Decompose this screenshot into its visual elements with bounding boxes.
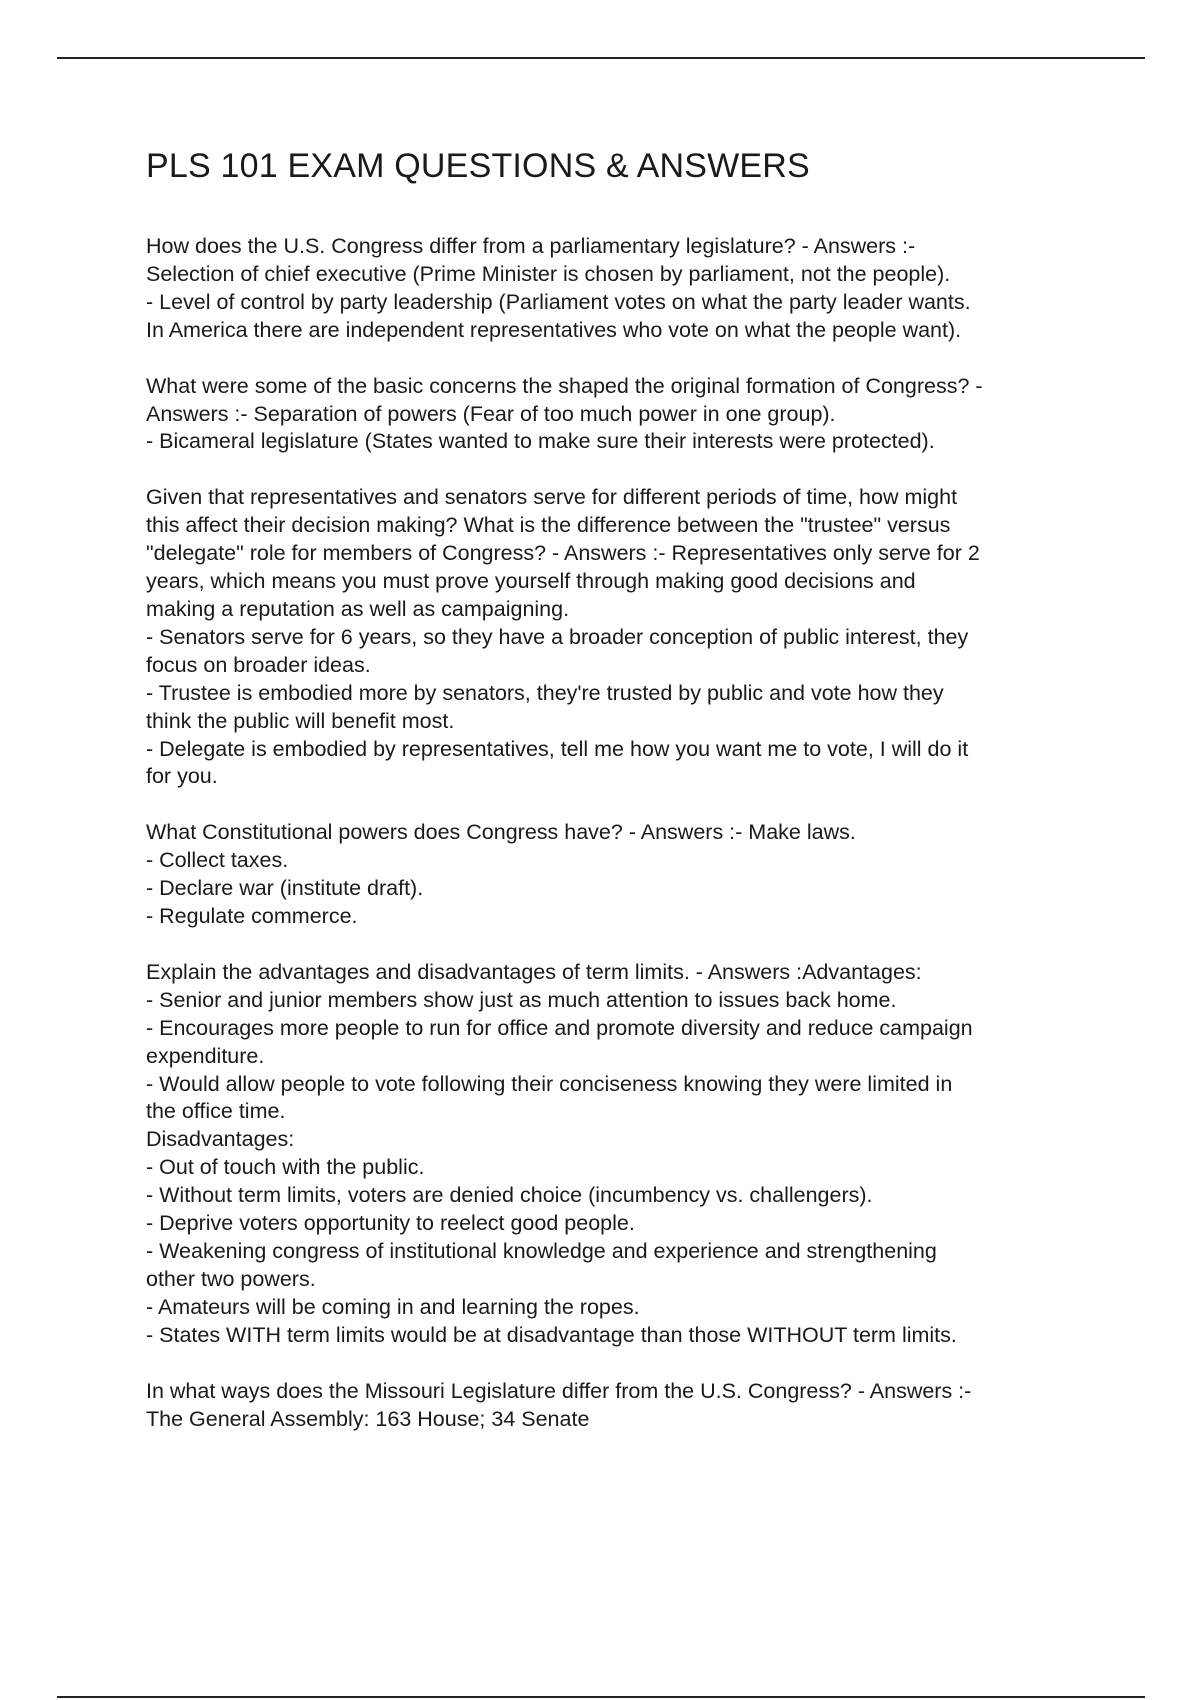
qa-text-line: years, which means you must prove yourself through making good decisions and: [146, 569, 916, 594]
qa-text-line: other two powers.: [146, 1266, 316, 1291]
qa-text-line: In America there are independent representatives who vote on what the people want).: [146, 317, 962, 342]
qa-text-line: for you.: [146, 764, 218, 789]
qa-text-line: - Amateurs will be coming in and learning the ropes.: [146, 1294, 640, 1319]
qa-text-line: - Collect taxes.: [146, 848, 289, 873]
qa-text-line: - Would allow people to vote following their conciseness knowing they were limited in: [146, 1071, 953, 1096]
qa-text-line: Given that representatives and senators serve for different periods of time, how might: [146, 485, 958, 510]
qa-text-line: making a reputation as well as campaigning.: [146, 596, 570, 621]
qa-text-line: "delegate" role for members of Congress? - Answers :- Representatives only serve for 2: [146, 541, 980, 566]
qa-text-line: - States WITH term limits would be at disadvantage than those WITHOUT term limits.: [146, 1322, 957, 1347]
qa-text-line: The General Assembly: 163 House; 34 Senate: [146, 1406, 590, 1431]
qa-block: [146, 233, 1106, 345]
qa-text-line: - Regulate commerce.: [146, 904, 358, 929]
qa-text-line: - Declare war (institute draft).: [146, 876, 424, 901]
qa-block: [146, 373, 1106, 457]
qa-text-line: this affect their decision making? What is the difference between the "trustee" versus: [146, 513, 951, 538]
qa-text-line: - Encourages more people to run for office and promote diversity and reduce campaign: [146, 1015, 973, 1040]
bottom-rule: [57, 1696, 1145, 1698]
qa-block: [146, 484, 1106, 791]
qa-text-line: How does the U.S. Congress differ from a parliamentary legislature? - Answers :-: [146, 234, 916, 258]
qa-text-line: think the public will benefit most.: [146, 708, 455, 733]
qa-block: [146, 1378, 1106, 1434]
qa-text-line: What were some of the basic concerns the shaped the original formation of Congress? -: [146, 373, 983, 398]
qa-block: [146, 959, 1106, 1350]
qa-text-line: Answers :- Separation of powers (Fear of too much power in one group).: [146, 401, 836, 426]
qa-text-line: What Constitutional powers does Congress have? - Answers :- Make laws.: [146, 820, 856, 845]
qa-text-line: - Senior and junior members show just as much attention to issues back home.: [146, 987, 897, 1012]
document-body: [146, 140, 1106, 1461]
qa-text-line: - Level of control by party leadership (Parliament votes on what the party leader wants.: [146, 289, 971, 314]
qa-text-line: Selection of chief executive (Prime Minister is chosen by parliament, not the people).: [146, 261, 951, 286]
qa-text-line: Explain the advantages and disadvantages of term limits. - Answers :Advantages:: [146, 959, 922, 984]
qa-text-line: - Weakening congress of institutional knowledge and experience and strengthening: [146, 1239, 937, 1263]
qa-text-line: expenditure.: [146, 1043, 265, 1068]
qa-text-line: - Deprive voters opportunity to reelect good people.: [146, 1211, 635, 1236]
top-rule: [57, 57, 1145, 59]
qa-text-line: - Delegate is embodied by representatives, tell me how you want me to vote, I will do it: [146, 736, 969, 761]
qa-text-line: - Out of touch with the public.: [146, 1155, 425, 1180]
qa-list: [146, 233, 1106, 1433]
qa-text-line: In what ways does the Missouri Legislature differ from the U.S. Congress? - Answers :-: [146, 1378, 972, 1403]
qa-text-line: focus on broader ideas.: [146, 652, 371, 677]
document-title: PLS 101 EXAM QUESTIONS & ANSWERS: [146, 147, 810, 185]
qa-text-line: - Trustee is embodied more by senators, they're trusted by public and vote how they: [146, 680, 944, 705]
qa-text-line: - Senators serve for 6 years, so they have a broader conception of public interest, they: [146, 624, 969, 649]
qa-text-line: - Without term limits, voters are denied choice (incumbency vs. challengers).: [146, 1183, 873, 1208]
qa-text-line: Disadvantages:: [146, 1127, 295, 1152]
qa-block: [146, 819, 1106, 931]
qa-text-line: - Bicameral legislature (States wanted to make sure their interests were protected).: [146, 429, 935, 454]
qa-text-line: the office time.: [146, 1099, 286, 1124]
